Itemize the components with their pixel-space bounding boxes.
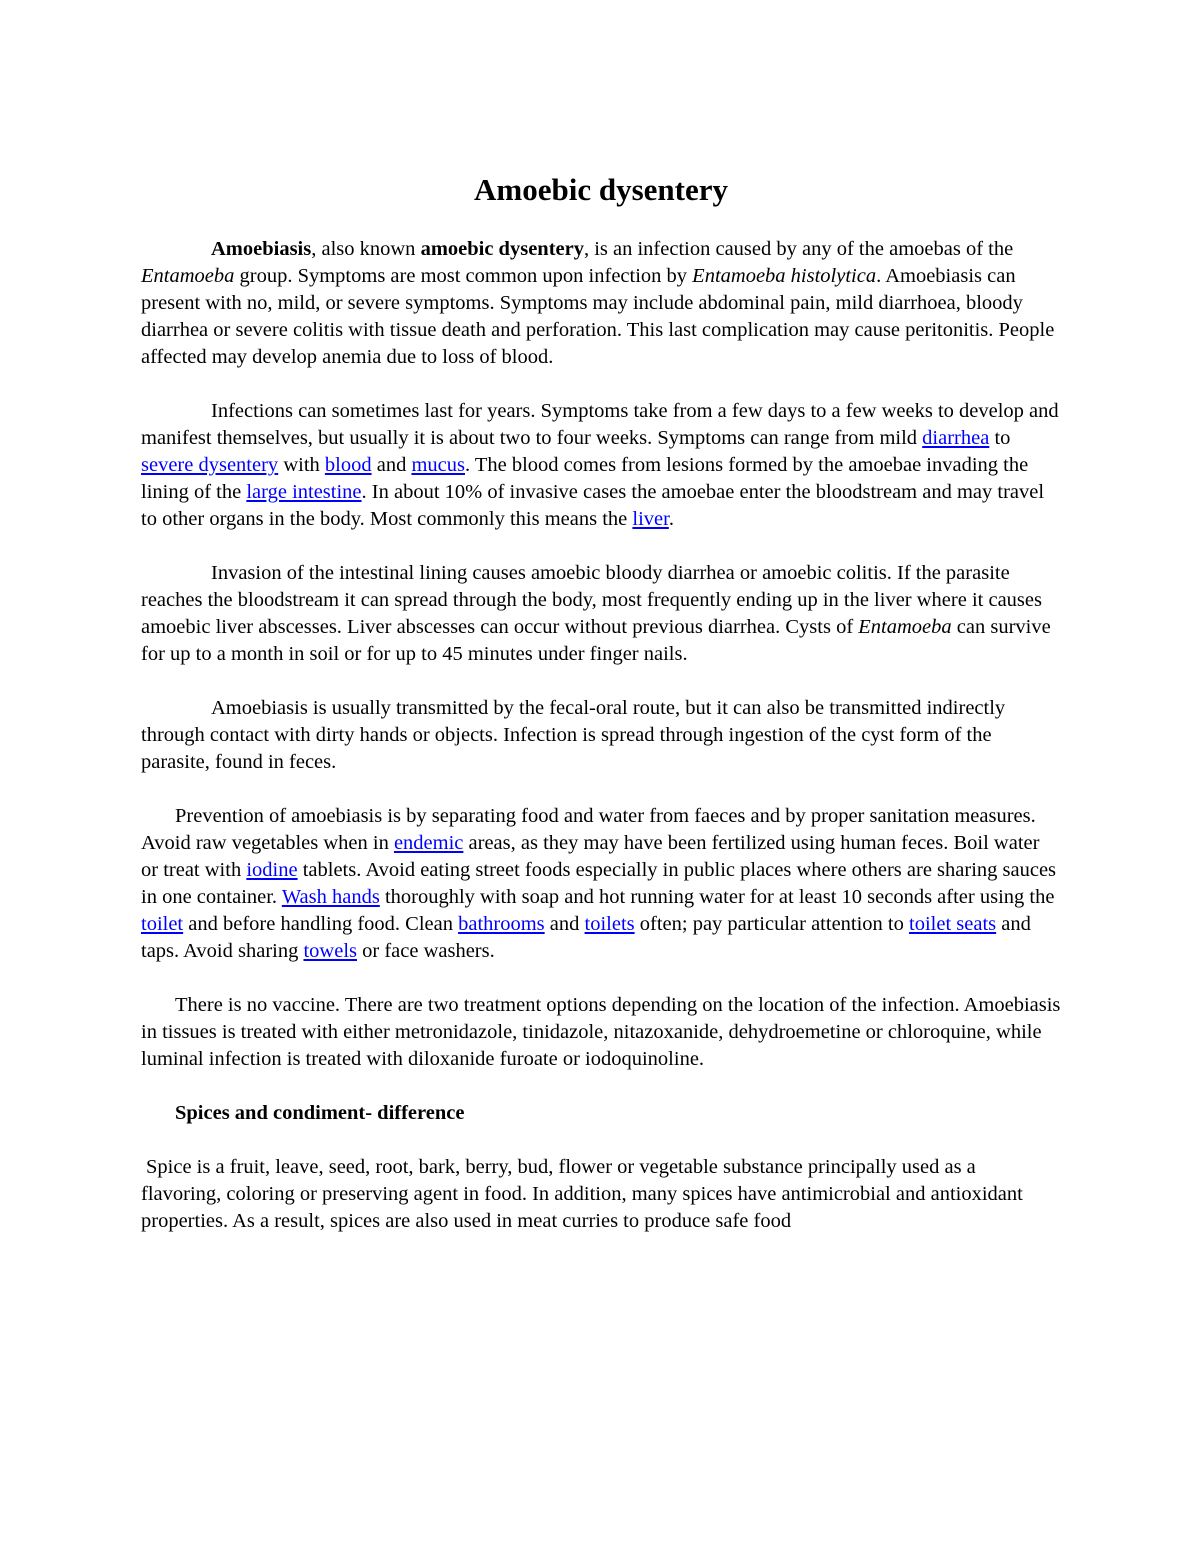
genus-entamoeba: Entamoeba xyxy=(858,616,952,638)
genus-entamoeba: Entamoeba xyxy=(141,265,235,287)
paragraph-spices: Spice is a fruit, leave, seed, root, bark, berry, bud, flower or vegetable substance principally used as a flavoring, coloring or preserving agent in food. In addition, many spices have antimicrobial and antioxidant properties. As a result, spices are also used in meat curries to produce safe food xyxy=(141,1156,1023,1232)
paragraph-invasion: Invasion of the intestinal lining causes amoebic bloody diarrhea or amoebic colitis. If the parasite reaches the bloodstream it can spread through the body, most frequently ending up in the liver where it causes amoebic liver abscesses. Liver abscesses can occur without previous diarrhea. Cysts of Entamoeba can survive for up to a month in soil or for up to 45 minutes under finger nails. xyxy=(141,562,1051,665)
link-large-intestine[interactable]: large intestine xyxy=(246,481,362,503)
document-page xyxy=(141,170,1061,1262)
link-severe-dysentery[interactable]: severe dysentery xyxy=(141,454,279,476)
link-diarrhea[interactable]: diarrhea xyxy=(922,427,990,449)
paragraph-treatment: There is no vaccine. There are two treatment options depending on the location of the infection. Amoebiasis in tissues is treated with either metronidazole, tinidazole, nitazoxanide, dehydroemetine or chloroquine, while luminal infection is treated with diloxanide furoate or iodoquinoline. xyxy=(141,994,1061,1070)
paragraph-amoebiasis-intro: Amoebiasis, also known amoebic dysentery, is an infection caused by any of the amoebas of the Entamoeba group. Symptoms are most common upon infection by Entamoeba histolytica. Amoebiasis can present with no, mild, or severe symptoms. Symptoms may include abdominal pain, mild diarrhoea, bloody diarrhea or severe colitis with tissue death and perforation. This last complication may cause peritonitis. People affected may develop anemia due to loss of blood. xyxy=(141,238,1055,368)
link-bathrooms[interactable]: bathrooms xyxy=(458,913,545,935)
link-endemic[interactable]: endemic xyxy=(393,832,464,854)
paragraph-prevention: Prevention of amoebiasis is by separating food and water from faeces and by proper sanitation measures. Avoid raw vegetables when in endemic areas, as they may have been fertilized using human feces. Boil water or treat with iodine tablets. Avoid eating street foods especially in public places where others are sharing sauces in one container. Wash hands thoroughly with soap and hot running water for at least 10 seconds after using the toilet and before handling food. Clean bathrooms and toilets often; pay particular attention to toilet seats and taps. Avoid sharing towels or face washers. xyxy=(141,805,1057,962)
link-iodine[interactable]: iodine xyxy=(246,859,298,881)
term-amoebic-dysentery: amoebic dysentery xyxy=(420,238,584,260)
paragraph-symptoms: Infections can sometimes last for years. Symptoms take from a few days to a few weeks to develop and manifest themselves, but usually it is about two to four weeks. Symptoms can range from mild diarrhea to severe dysentery with blood and mucus. The blood comes from lesions formed by the amoebae invading the lining of the large intestine. In about 10% of invasive cases the amoebae enter the bloodstream and may travel to other organs in the body. Most commonly this means the liver. xyxy=(141,400,1059,530)
link-towels[interactable]: towels xyxy=(303,940,357,962)
link-blood[interactable]: blood xyxy=(324,454,372,476)
paragraph-transmission: Amoebiasis is usually transmitted by the fecal-oral route, but it can also be transmitted indirectly through contact with dirty hands or objects. Infection is spread through ingestion of the cyst form of the parasite, found in feces. xyxy=(141,697,1006,773)
link-toilet-seats[interactable]: toilet seats xyxy=(909,913,997,935)
document-title: Amoebic dysentery xyxy=(474,172,728,207)
link-toilets[interactable]: toilets xyxy=(584,913,635,935)
link-mucus[interactable]: mucus xyxy=(411,454,465,476)
species-entamoeba-histolytica: Entamoeba histolytica xyxy=(692,265,877,287)
term-amoebiasis: Amoebiasis xyxy=(211,238,312,260)
link-wash-hands[interactable]: Wash hands xyxy=(281,886,380,908)
link-toilet[interactable]: toilet xyxy=(141,913,184,935)
section-heading-spices: Spices and condiment- difference xyxy=(175,1102,465,1124)
link-liver[interactable]: liver xyxy=(632,508,669,530)
